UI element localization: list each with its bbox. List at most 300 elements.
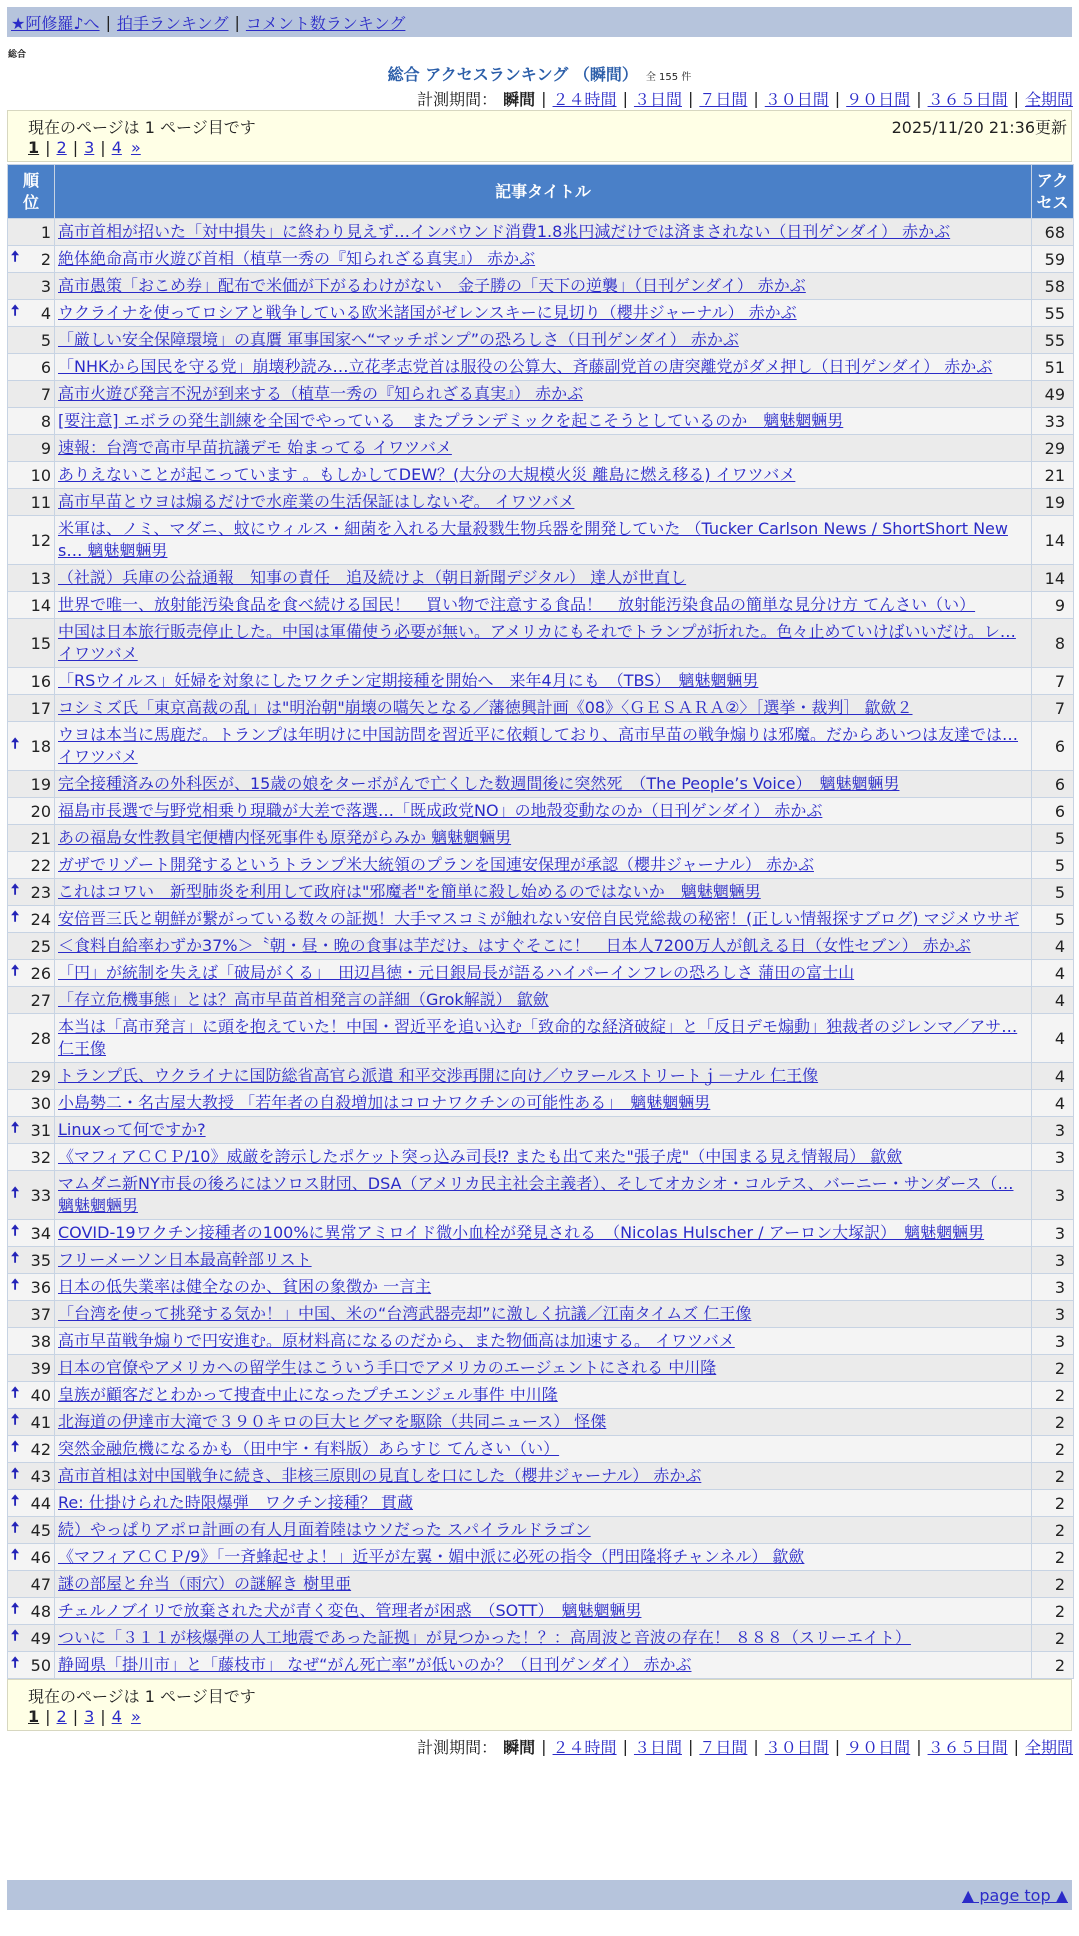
- title-cell: [55, 771, 1032, 798]
- table-row: [8, 1247, 1074, 1274]
- article-link[interactable]: 日本の低失業率は健全なのか、貧困の象徴か 一言主: [58, 1277, 432, 1296]
- table-row: [8, 987, 1074, 1014]
- period-separator: |: [622, 1737, 628, 1756]
- table-row: [8, 825, 1074, 852]
- rank-cell: [8, 668, 55, 695]
- title-cell: [55, 619, 1032, 668]
- table-row: [8, 960, 1074, 987]
- table-row: [8, 327, 1074, 354]
- table-row: [8, 668, 1074, 695]
- title-cell: [55, 933, 1032, 960]
- rank-up-arrow-icon: 🠅: [11, 1410, 20, 1429]
- title-cell: [55, 906, 1032, 933]
- period-option[interactable]: ３６５日間: [927, 1738, 1008, 1757]
- rank-cell: [8, 1571, 55, 1598]
- period-option[interactable]: ３６５日間: [927, 90, 1008, 109]
- rank-up-arrow-icon: 🠅: [11, 1626, 20, 1645]
- title-cell: [55, 798, 1032, 825]
- access-count: 59: [1032, 246, 1074, 273]
- article-link[interactable]: 安倍晋三氏と朝鮮が繋がっている数々の証拠！大手マスコミが触れない安倍自民党総裁の秘密！(正しい情報探すブログ) マジメウサギ: [58, 909, 1020, 928]
- rank-number: 42: [30, 1439, 51, 1459]
- rank-up-arrow-icon: 🠅: [11, 1118, 20, 1137]
- article-link[interactable]: 《マフィアＣＣＰ/10》威厳を誇示したポケット突っ込み司長⁉ またも出て来た"張子虎"（中国まる見え情報局） 歙歛: [58, 1147, 903, 1166]
- table-row: [8, 1436, 1074, 1463]
- rank-cell: [8, 246, 55, 273]
- rank-number: 22: [30, 855, 51, 875]
- rank-number: 7: [40, 384, 51, 404]
- page-link[interactable]: 3: [84, 138, 95, 157]
- clap-ranking-link[interactable]: 拍手ランキング: [116, 13, 229, 33]
- rank-number: 18: [30, 736, 51, 756]
- title-cell: [55, 960, 1032, 987]
- article-link[interactable]: 高市愚策「おこめ券」配布で米価が下がるわけがない 金子勝の「天下の逆襲」（日刊ゲンダイ） 赤かぶ: [58, 276, 806, 295]
- access-count: 2: [1032, 1571, 1074, 1598]
- article-link[interactable]: 米軍は、ノミ、マダニ、蚊にウィルス・細菌を入れる大量殺戮生物兵器を開発していた （Tucker Carlson News / ShortShort News… 魑魅魍魎男: [58, 519, 1008, 560]
- article-link[interactable]: あの福島女性教員宅便槽内怪死事件も原発がらみか 魑魅魍魎男: [58, 828, 512, 847]
- article-link[interactable]: 「厳しい安全保障環境」の真贋 軍事国家へ“マッチポンプ”の恐ろしさ（日刊ゲンダイ） 赤かぶ: [58, 330, 739, 349]
- article-link[interactable]: [要注意] エボラの発生訓練を全国でやっている またプランデミックを起こそうとしているのか 魑魅魍魎男: [58, 411, 844, 430]
- title-cell: [55, 1517, 1032, 1544]
- title-cell: [55, 1598, 1032, 1625]
- period-option[interactable]: ３日間: [633, 90, 682, 109]
- rank-cell: [8, 1274, 55, 1301]
- rank-cell: [8, 1301, 55, 1328]
- table-row: [8, 408, 1074, 435]
- article-link[interactable]: 「台湾を使って挑発する気か！」中国、米の“台湾武器売却”に激しく抗議／江南タイムズ 仁王像: [58, 1304, 752, 1323]
- table-row: [8, 933, 1074, 960]
- access-count: 2: [1032, 1463, 1074, 1490]
- rank-cell: [8, 1328, 55, 1355]
- article-link[interactable]: 高市早苗戦争煽りで円安進む。原材料高になるのだから、また物価高は加速する。 イワツバメ: [58, 1331, 735, 1350]
- access-count: 2: [1032, 1544, 1074, 1571]
- title-cell: [55, 300, 1032, 327]
- title-cell: [55, 879, 1032, 906]
- rank-cell: [8, 1490, 55, 1517]
- period-separator: |: [622, 89, 628, 108]
- access-count: 58: [1032, 273, 1074, 300]
- rank-number: 44: [30, 1493, 51, 1513]
- rank-number: 19: [30, 774, 51, 794]
- period-separator: |: [541, 1737, 547, 1756]
- page-current: 1: [28, 1707, 40, 1726]
- page-info-top: [7, 110, 1072, 162]
- article-link[interactable]: チェルノブイリで放棄された犬が青く変色、管理者が困惑 （SOTT） 魑魅魍魎男: [58, 1601, 642, 1620]
- period-option[interactable]: ２４時間: [552, 1738, 617, 1757]
- rank-number: 6: [40, 357, 51, 377]
- nav-separator: |: [234, 12, 240, 32]
- period-separator: |: [916, 89, 922, 108]
- rank-cell: [8, 1220, 55, 1247]
- rank-number: 14: [30, 595, 51, 615]
- table-row: [8, 1652, 1074, 1679]
- page-top-link[interactable]: ▲ page top ▲: [961, 1886, 1068, 1905]
- access-count: 3: [1032, 1274, 1074, 1301]
- rank-number: 16: [30, 671, 51, 691]
- article-link[interactable]: 高市首相が招いた「対中損失」に終わり見えず…インバウンド消費1.8兆円減だけでは済まされない（日刊ゲンダイ） 赤かぶ: [58, 222, 951, 241]
- article-link[interactable]: ＜食料自給率わずか37%＞〝朝・昼・晩の食事は芋だけ〟はすぐそこに！ 日本人7200万人が飢える日（女性セブン） 赤かぶ: [58, 936, 971, 955]
- access-count: 5: [1032, 906, 1074, 933]
- access-count: 4: [1032, 960, 1074, 987]
- rank-up-arrow-icon: 🠅: [11, 1599, 20, 1618]
- article-link[interactable]: 福島市長選で与野党相乗り現職が大差で落選…「既成政党NO」の地殻変動なのか（日刊ゲンダイ） 赤かぶ: [58, 801, 823, 820]
- article-link[interactable]: 《マフィアＣＣＰ/9》「一斉蜂起せよ！」近平が左翼・媚中派に必死の指令（門田隆将チャンネル） 歙歛: [58, 1547, 805, 1566]
- access-count: 4: [1032, 1014, 1074, 1063]
- rank-number: 36: [30, 1277, 51, 1297]
- table-row: [8, 1014, 1074, 1063]
- rank-up-arrow-icon: 🠅: [11, 1464, 20, 1483]
- page-link[interactable]: 4: [111, 138, 122, 157]
- table-row: [8, 1490, 1074, 1517]
- rank-cell: [8, 516, 55, 565]
- rank-number: 23: [30, 882, 51, 902]
- rank-up-arrow-icon: 🠅: [11, 1437, 20, 1456]
- rank-number: 49: [30, 1628, 51, 1648]
- top-nav: [7, 7, 1072, 37]
- table-row: [8, 619, 1074, 668]
- article-link[interactable]: フリーメーソン日本最高幹部リスト: [58, 1250, 312, 1269]
- rank-up-arrow-icon: 🠅: [11, 1275, 20, 1294]
- period-option[interactable]: ３０日間: [764, 90, 829, 109]
- period-label: 計測期間：: [417, 90, 498, 109]
- period-separator: |: [753, 1737, 759, 1756]
- rank-number: 13: [30, 568, 51, 588]
- table-row: [8, 1625, 1074, 1652]
- access-count: 5: [1032, 879, 1074, 906]
- title-cell: [55, 1355, 1032, 1382]
- rank-number: 48: [30, 1601, 51, 1621]
- rank-cell: [8, 1247, 55, 1274]
- table-row: [8, 1090, 1074, 1117]
- access-count: 3: [1032, 1171, 1074, 1220]
- next-page-link[interactable]: »: [130, 1707, 141, 1726]
- article-link[interactable]: 高市火遊び発言不況が到来する（植草一秀の『知られざる真実』） 赤かぶ: [58, 384, 584, 403]
- table-row: [8, 435, 1074, 462]
- period-option[interactable]: ７日間: [699, 90, 748, 109]
- rank-number: 8: [40, 411, 51, 431]
- page-link[interactable]: 2: [56, 138, 67, 157]
- period-separator: |: [916, 1737, 922, 1756]
- table-row: [8, 1220, 1074, 1247]
- access-count: 3: [1032, 1220, 1074, 1247]
- access-count: 49: [1032, 381, 1074, 408]
- article-link[interactable]: 「NHKから国民を守る党」崩壊秒読み…立花孝志党首は服役の公算大、斉藤副党首の唐突離党がダメ押し（日刊ゲンダイ） 赤かぶ: [58, 357, 993, 376]
- title-cell: [55, 825, 1032, 852]
- rank-number: 50: [30, 1655, 51, 1675]
- rank-up-arrow-icon: 🠅: [11, 961, 20, 980]
- article-link[interactable]: ウヨは本当に馬鹿だ。トランプは年明けに中国訪問を習近平に依頼しており、高市早苗の戦争煽りは邪魔。だからあいつは友達では… イワツバメ: [58, 725, 1019, 766]
- article-link[interactable]: ついに「３１１が核爆弾の人工地震であった証拠」が見つかった！？：高周波と音波の存在！ ８８８（スリーエイト）: [58, 1628, 911, 1647]
- rank-number: 20: [30, 801, 51, 821]
- access-count: 4: [1032, 933, 1074, 960]
- title-cell: [55, 489, 1032, 516]
- table-row: [8, 219, 1074, 246]
- table-row: [8, 906, 1074, 933]
- footer-bar: [7, 1880, 1072, 1910]
- rank-up-arrow-icon: 🠅: [11, 1518, 20, 1537]
- period-option[interactable]: ７日間: [699, 1738, 748, 1757]
- title-cell: [55, 1490, 1032, 1517]
- access-count: 3: [1032, 1247, 1074, 1274]
- page-link[interactable]: 4: [111, 1707, 122, 1726]
- access-header: アクセス: [1032, 165, 1074, 219]
- period-label: 計測期間：: [417, 1738, 498, 1757]
- table-row: [8, 1063, 1074, 1090]
- rank-cell: [8, 619, 55, 668]
- rank-number: 38: [30, 1331, 51, 1351]
- rank-cell: [8, 1625, 55, 1652]
- page-link[interactable]: 2: [56, 1707, 67, 1726]
- period-option[interactable]: ２４時間: [552, 90, 617, 109]
- rank-up-arrow-icon: 🠅: [11, 880, 20, 899]
- page-separator: |: [72, 138, 79, 157]
- table-row: [8, 565, 1074, 592]
- access-count: 5: [1032, 825, 1074, 852]
- page-status: 現在のページは 1 ページ目です: [28, 1687, 256, 1706]
- article-link[interactable]: Linuxって何ですか?: [58, 1120, 206, 1139]
- article-link[interactable]: 世界で唯一、放射能汚染食品を食べ続ける国民！ 買い物で注意する食品！ 放射能汚染食品の簡単な見分け方 てんさい（い）: [58, 595, 976, 614]
- rank-number: 39: [30, 1358, 51, 1378]
- access-count: 6: [1032, 722, 1074, 771]
- rank-cell: [8, 879, 55, 906]
- title-cell: [55, 1652, 1032, 1679]
- period-option[interactable]: 全期間: [1024, 90, 1073, 109]
- article-link[interactable]: これはコワい 新型肺炎を利用して政府は"邪魔者"を簡単に殺し始めるのではないか 魑魅魍魎男: [58, 882, 761, 901]
- table-row: [8, 1517, 1074, 1544]
- rank-cell: [8, 219, 55, 246]
- table-row: [8, 273, 1074, 300]
- title-cell: [55, 1117, 1032, 1144]
- period-option[interactable]: ９０日間: [846, 1738, 911, 1757]
- rank-cell: [8, 1517, 55, 1544]
- title-cell: [55, 1274, 1032, 1301]
- article-link[interactable]: 突然金融危機になるかも（田中宇・有料版）あらすじ てんさい（い）: [58, 1439, 560, 1458]
- next-page-link[interactable]: »: [130, 138, 141, 157]
- rank-cell: [8, 798, 55, 825]
- access-count: 2: [1032, 1652, 1074, 1679]
- table-row: [8, 462, 1074, 489]
- article-link[interactable]: 静岡県「掛川市」と「藤枝市」 なぜ“がん死亡率”が低いのか？（日刊ゲンダイ） 赤かぶ: [58, 1655, 692, 1674]
- article-link[interactable]: ウクライナを使ってロシアと戦争している欧米諸国がゼレンスキーに見切り（櫻井ジャーナル） 赤かぶ: [58, 303, 797, 322]
- rank-number: 29: [30, 1066, 51, 1086]
- table-row: [8, 1355, 1074, 1382]
- table-row: [8, 722, 1074, 771]
- rank-up-arrow-icon: 🠅: [11, 1653, 20, 1672]
- rank-cell: [8, 771, 55, 798]
- rank-cell: [8, 933, 55, 960]
- access-count: 19: [1032, 489, 1074, 516]
- rank-cell: [8, 381, 55, 408]
- period-selector-top: [417, 87, 1073, 110]
- period-option[interactable]: 全期間: [1024, 1738, 1073, 1757]
- title-cell: [55, 668, 1032, 695]
- access-count: 33: [1032, 408, 1074, 435]
- article-link[interactable]: 絶体絶命高市火遊び首相（植草一秀の『知られざる真実』） 赤かぶ: [58, 249, 536, 268]
- table-row: [8, 879, 1074, 906]
- article-link[interactable]: 「円」が統制を失えば「破局がくる」 田辺昌徳・元日銀局長が語るハイパーインフレの恐ろしさ 蒲田の富士山: [58, 963, 855, 982]
- access-count: 14: [1032, 565, 1074, 592]
- rank-cell: [8, 327, 55, 354]
- page-separator: |: [45, 138, 51, 157]
- article-link[interactable]: トランプ氏、ウクライナに国防総省高官ら派遣 和平交渉再開に向け／ウヲールストリートｊ－ナル 仁王像: [58, 1066, 819, 1085]
- table-row: [8, 852, 1074, 879]
- rank-cell: [8, 906, 55, 933]
- title-header: 記事タイトル: [55, 165, 1032, 219]
- article-link[interactable]: 「RSウイルス」妊婦を対象にしたワクチン定期接種を開始へ 来年4月にも （TBS） 魑魅魍魎男: [58, 671, 759, 690]
- title-row: [0, 62, 1079, 85]
- article-link[interactable]: 続）やっぱりアポロ計画の有人月面着陸はウソだった スパイラルドラゴン: [58, 1520, 591, 1539]
- access-count: 2: [1032, 1355, 1074, 1382]
- comment-ranking-link[interactable]: コメント数ランキング: [245, 13, 406, 33]
- rank-number: 35: [30, 1250, 51, 1270]
- rank-cell: [8, 300, 55, 327]
- rank-number: 1: [40, 222, 51, 242]
- access-count: 14: [1032, 516, 1074, 565]
- title-cell: [55, 1463, 1032, 1490]
- rank-up-arrow-icon: 🠅: [11, 907, 20, 926]
- period-option[interactable]: ９０日間: [846, 90, 911, 109]
- access-count: 29: [1032, 435, 1074, 462]
- rank-number: 34: [30, 1223, 51, 1243]
- article-link[interactable]: 日本の官僚やアメリカへの留学生はこういう手口でアメリカのエージェントにされる 中川隆: [58, 1358, 717, 1377]
- period-separator: |: [834, 1737, 841, 1756]
- article-link[interactable]: 速報：台湾で高市早苗抗議デモ 始まってる イワツバメ: [58, 438, 452, 457]
- period-current: 瞬間: [503, 1738, 536, 1757]
- article-link[interactable]: （社説）兵庫の公益通報 知事の責任 追及続けよ（朝日新聞デジタル） 達人が世直し: [58, 568, 687, 587]
- article-link[interactable]: コシミズ氏「東京高裁の乱」は"明治朝"崩壊の嚆矢となる／藩徳興計画《08》〈ＧＥＳＡＲＡ②〉［選挙・裁判］ 歙歛２: [58, 698, 913, 717]
- rank-number: 10: [30, 465, 51, 485]
- access-count: 2: [1032, 1382, 1074, 1409]
- article-link[interactable]: COVID-19ワクチン接種者の100%に異常アミロイド微小血栓が発見される （Nicolas Hulscher / アーロン大塚訳） 魑魅魍魎男: [58, 1223, 985, 1242]
- period-option[interactable]: ３日間: [633, 1738, 682, 1757]
- rank-cell: [8, 354, 55, 381]
- title-cell: [55, 1090, 1032, 1117]
- title-cell: [55, 435, 1032, 462]
- title-cell: [55, 1220, 1032, 1247]
- rank-number: 43: [30, 1466, 51, 1486]
- access-count: 4: [1032, 1090, 1074, 1117]
- access-count: 6: [1032, 771, 1074, 798]
- rank-cell: [8, 1014, 55, 1063]
- category-label: 総合: [8, 50, 27, 60]
- rank-up-arrow-icon: 🠅: [11, 301, 20, 320]
- rank-cell: [8, 960, 55, 987]
- period-separator: |: [541, 89, 547, 108]
- table-row: [8, 592, 1074, 619]
- rank-number: 31: [30, 1120, 51, 1140]
- title-cell: [55, 1409, 1032, 1436]
- period-separator: |: [1013, 1737, 1019, 1756]
- title-cell: [55, 354, 1032, 381]
- article-link[interactable]: 皇族が顧客だとわかって捜査中止になったプチエンジェル事件 中川隆: [58, 1385, 558, 1404]
- table-row: [8, 695, 1074, 722]
- rank-up-arrow-icon: 🠅: [11, 734, 20, 753]
- article-link[interactable]: 完全接種済みの外科医が、15歳の娘をターボがんで亡くした数週間後に突然死 （The People’s Voice） 魑魅魍魎男: [58, 774, 900, 793]
- access-count: 7: [1032, 695, 1074, 722]
- title-cell: [55, 1436, 1032, 1463]
- table-row: [8, 798, 1074, 825]
- access-count: 51: [1032, 354, 1074, 381]
- article-link[interactable]: 高市早苗とウヨは煽るだけで水産業の生活保証はしないぞ。 イワツバメ: [58, 492, 575, 511]
- access-count: 9: [1032, 592, 1074, 619]
- rank-up-arrow-icon: 🠅: [11, 1491, 20, 1510]
- title-cell: [55, 1247, 1032, 1274]
- rank-cell: [8, 1409, 55, 1436]
- article-link[interactable]: ありえないことが起こっています 。もしかしてDEW？(大分の大規模火災 離島に燃え移る) イワツバメ: [58, 465, 796, 484]
- article-link[interactable]: マムダニ新NY市長の後ろにはソロス財団、DSA（アメリカ民主社会主義者）、そしてオカシオ・コルテス、バーニー・サンダース（… 魑魅魍魎男: [58, 1174, 1014, 1215]
- access-count: 4: [1032, 987, 1074, 1014]
- rank-number: 32: [30, 1147, 51, 1167]
- table-row: [8, 1463, 1074, 1490]
- rank-cell: [8, 1171, 55, 1220]
- table-row: [8, 1117, 1074, 1144]
- article-link[interactable]: 「存立危機事態」とは？高市早苗首相発言の詳細（Grok解説） 歙歛: [58, 990, 549, 1009]
- title-cell: [55, 327, 1032, 354]
- rank-number: 5: [40, 330, 51, 350]
- article-link[interactable]: 本当は「高市発言」に頭を抱えていた！中国・習近平を追い込む「致命的な経済破綻」と「反日デモ煽動」独裁者のジレンマ／アサ… 仁王像: [58, 1017, 1018, 1058]
- title-cell: [55, 565, 1032, 592]
- rank-cell: [8, 1382, 55, 1409]
- page-link[interactable]: 3: [84, 1707, 95, 1726]
- title-cell: [55, 987, 1032, 1014]
- title-cell: [55, 1014, 1032, 1063]
- article-link[interactable]: 中国は日本旅行販売停止した。中国は軍備使う必要が無い。アメリカにもそれでトランプが折れた。色々止めていけばいいだけ。レ… イワツバメ: [58, 622, 1016, 663]
- rank-cell: [8, 489, 55, 516]
- rank-number: 2: [40, 249, 51, 269]
- access-count: 2: [1032, 1490, 1074, 1517]
- article-link[interactable]: 小島勢二・名古屋大教授 「若年者の自殺増加はコロナワクチンの可能性ある」 魑魅魍魎男: [58, 1093, 711, 1112]
- title-cell: [55, 852, 1032, 879]
- title-cell: [55, 408, 1032, 435]
- article-link[interactable]: 高市首相は対中国戦争に続き、非核三原則の見直しを口にした（櫻井ジャーナル） 赤かぶ: [58, 1466, 702, 1485]
- rank-number: 25: [30, 936, 51, 956]
- rank-cell: [8, 1144, 55, 1171]
- access-count: 3: [1032, 1144, 1074, 1171]
- table-row: [8, 1382, 1074, 1409]
- table-row: [8, 1598, 1074, 1625]
- title-cell: [55, 695, 1032, 722]
- rank-up-arrow-icon: 🠅: [11, 1545, 20, 1564]
- title-cell: [55, 1328, 1032, 1355]
- rank-cell: [8, 273, 55, 300]
- rank-number: 27: [30, 990, 51, 1010]
- rank-cell: [8, 1063, 55, 1090]
- article-link[interactable]: ガザでリゾート開発するというトランプ米大統領のプランを国連安保理が承認（櫻井ジャーナル） 赤かぶ: [58, 855, 814, 874]
- article-link[interactable]: 北海道の伊達市大滝で３９０キロの巨大ヒグマを駆除（共同ニュース） 怪傑: [58, 1412, 607, 1431]
- period-separator: |: [1013, 89, 1019, 108]
- access-count: 55: [1032, 327, 1074, 354]
- article-link[interactable]: Re: 仕掛けられた時限爆弾 ワクチン接種？ 貫蔵: [58, 1493, 414, 1512]
- rank-number: 40: [30, 1385, 51, 1405]
- rank-number: 12: [30, 530, 51, 550]
- table-row: [8, 489, 1074, 516]
- table-row: [8, 1409, 1074, 1436]
- access-count: 6: [1032, 798, 1074, 825]
- rank-cell: [8, 1117, 55, 1144]
- rank-number: 3: [40, 276, 51, 296]
- access-count: 55: [1032, 300, 1074, 327]
- table-row: [8, 381, 1074, 408]
- period-option[interactable]: ３０日間: [764, 1738, 829, 1757]
- ranking-body: [8, 219, 1074, 1679]
- table-row: [8, 1301, 1074, 1328]
- home-link[interactable]: ★阿修羅♪へ: [11, 13, 100, 33]
- table-row: [8, 1171, 1074, 1220]
- access-count: 2: [1032, 1436, 1074, 1463]
- table-row: [8, 1571, 1074, 1598]
- rank-cell: [8, 565, 55, 592]
- rank-cell: [8, 852, 55, 879]
- article-link[interactable]: 謎の部屋と弁当（雨穴）の謎解き 樹里亜: [58, 1574, 352, 1593]
